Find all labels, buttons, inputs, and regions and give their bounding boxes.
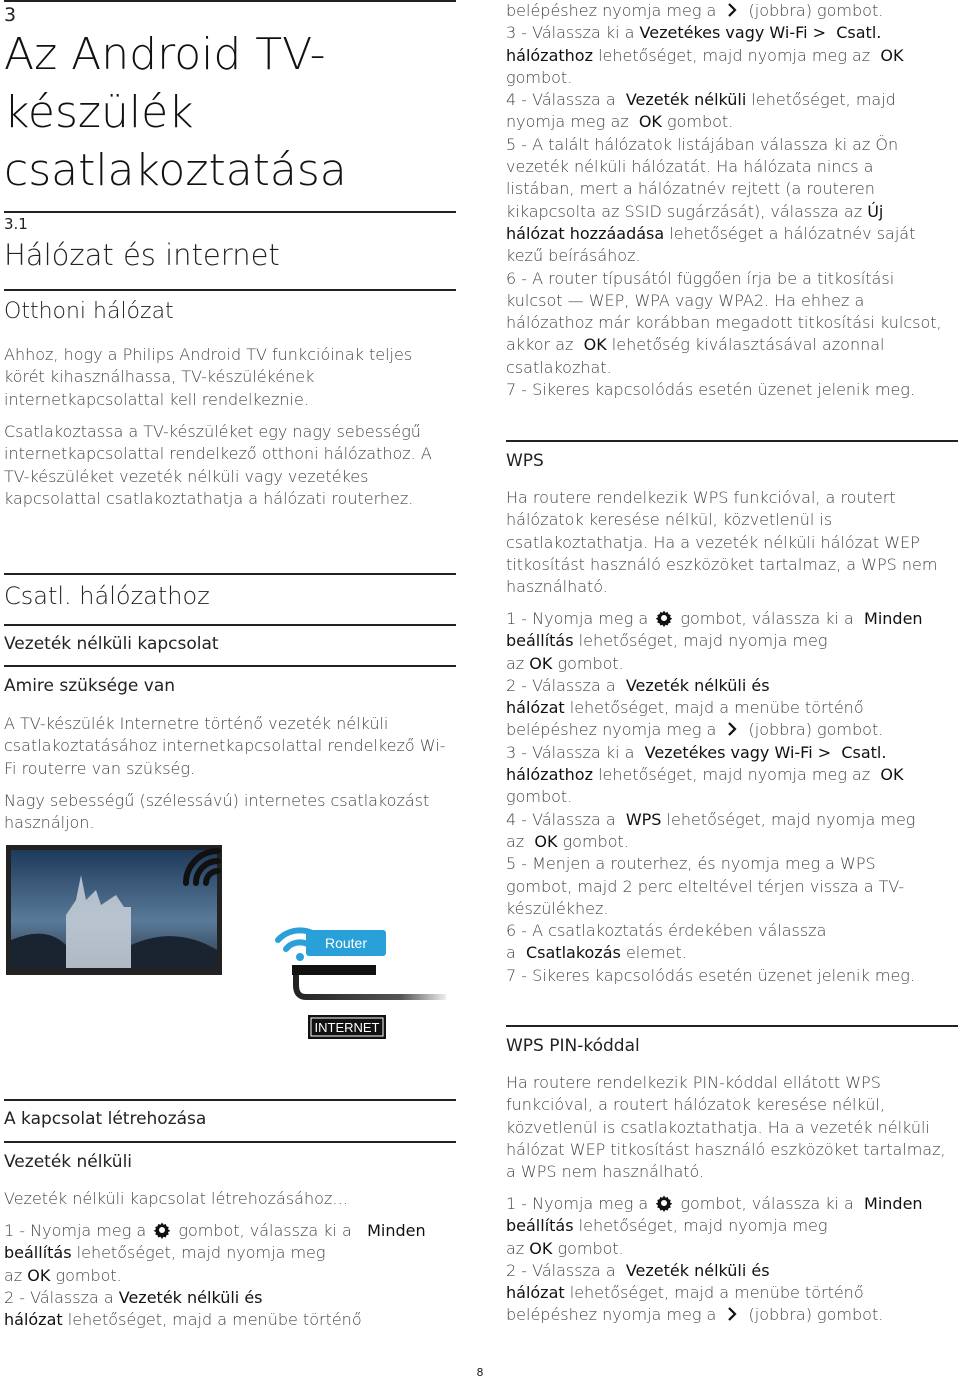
- step-text: a: [506, 943, 516, 963]
- step-text: az: [506, 831, 525, 851]
- paragraph: A TV-készülék Internetre történő vezeték nélküli csatlakoztatásához internetkapcsolattal rendelkező Wi-Fi routerre van szükség.: [4, 714, 446, 778]
- home-network-heading: Otthoni hálózat: [4, 299, 174, 324]
- gear-icon: [153, 1221, 171, 1239]
- step-text: 7 - Sikeres kapcsolódás esetén üzenet jelenik meg.: [506, 380, 915, 400]
- step-text: gombot, válassza ki a: [680, 609, 854, 628]
- menu-term: Vezetékes vagy Wi-Fi >: [644, 742, 832, 762]
- menu-term: hálózat hozzáadása: [506, 223, 665, 243]
- divider: [4, 211, 456, 213]
- chevron-right-icon: [723, 1, 741, 19]
- menu-term: Minden: [367, 1221, 426, 1240]
- step-text: csatlakozhat.: [506, 357, 612, 377]
- section-number: 3.1: [4, 215, 28, 233]
- step-text: az: [4, 1265, 23, 1285]
- step-text: lehetőséget, majd a menübe történő: [569, 698, 864, 718]
- menu-term: WPS: [625, 809, 662, 829]
- step-text: kulcsot — WEP, WPA vagy WPA2. Ha ehhez a: [506, 290, 865, 310]
- steps-list: [4, 1220, 456, 1331]
- menu-term: Csatl.: [836, 23, 882, 43]
- router-label: Router: [324, 935, 368, 951]
- step-text: lehetőséget, majd nyomja meg: [666, 809, 916, 829]
- ok-term: OK: [529, 1238, 553, 1258]
- step-text: 5 - A talált hálózatok listájában válassza ki az Ön: [506, 134, 899, 154]
- menu-term: Vezetékes vagy Wi-Fi >: [639, 23, 827, 43]
- step-text: 1 - Nyomja meg a: [506, 609, 649, 628]
- continued-steps: [506, 0, 958, 401]
- step-text: (jobbra) gombot.: [748, 1305, 884, 1325]
- pin-steps: [506, 1193, 958, 1327]
- section-title: Hálózat és internet: [4, 238, 280, 272]
- menu-term: Csatl.: [841, 742, 887, 762]
- chapter-title-line: készülék: [4, 87, 194, 138]
- page-number: 8: [476, 1366, 484, 1379]
- divider: [506, 1025, 958, 1027]
- chapter-title-line: csatlakoztatása: [4, 145, 347, 196]
- menu-term: hálózathoz: [506, 45, 593, 65]
- step-text: 5 - Menjen a routerhez, és nyomja meg a WPS: [506, 854, 876, 874]
- divider: [4, 624, 456, 626]
- step-text: listában, mert a hálózatnév rejtett (a routeren: [506, 179, 875, 199]
- step-text: az: [506, 653, 525, 673]
- step-text: hálózathoz már korábban megadott titkosítási kulcsot,: [506, 313, 942, 333]
- menu-term: hálózat: [506, 698, 565, 718]
- chapter-number: 3: [4, 4, 17, 26]
- step-text: belépéshez nyomja meg a: [506, 1, 717, 20]
- menu-term: Minden: [864, 1194, 923, 1213]
- step-text: vezeték nélküli hálózatát. Ha hálózata nincs a: [506, 157, 874, 177]
- step-text: lehetőséget, majd a menübe történő: [67, 1310, 362, 1330]
- menu-term: beállítás: [506, 631, 574, 651]
- step-text: 1 - Nyomja meg a: [506, 1194, 649, 1213]
- paragraph: Ahhoz, hogy a Philips Android TV funkcióinak teljes körét kihasználhassa, TV-készülékének internetkapcsolattal kell rendelkeznie.: [4, 345, 413, 409]
- step-text: lehetőséget, majd nyomja meg az: [598, 45, 871, 65]
- step-text: az: [506, 1238, 525, 1258]
- step-text: 4 - Válassza a: [506, 809, 616, 829]
- step-text: gombot, válassza ki a: [178, 1221, 352, 1240]
- step-text: 3 - Válassza ki a: [506, 742, 635, 762]
- paragraph: Csatlakoztassa a TV-készüléket egy nagy sebességű internetkapcsolattal rendelkező otthoni hálózathoz. A TV-készüléket vezeték nélküli vagy vezetékes kapcsolattal csatlakoztathatja a hálózati routerhez.: [4, 422, 432, 508]
- connect-heading: Csatl. hálózathoz: [4, 582, 210, 610]
- divider: [4, 1099, 456, 1101]
- step-text: gombot.: [506, 67, 573, 87]
- wps-heading: WPS: [506, 451, 544, 471]
- step-text: (jobbra) gombot.: [748, 720, 884, 740]
- wireless-sub-heading: Vezeték nélküli: [4, 1152, 133, 1172]
- step-text: gombot, majd 2 perc elteltével térjen vissza a TV-: [506, 876, 905, 896]
- step-text: 2 - Válassza a: [4, 1287, 114, 1307]
- step-text: 1 - Nyomja meg a: [4, 1221, 147, 1240]
- make-connection-heading: A kapcsolat létrehozása: [4, 1109, 207, 1129]
- step-text: (jobbra) gombot.: [748, 1, 884, 20]
- menu-term: Vezeték nélküli: [625, 90, 747, 110]
- divider: [506, 440, 958, 442]
- step-text: elemet.: [625, 943, 687, 963]
- step-text: lehetőséget a hálózatnév saját: [669, 223, 916, 243]
- step-text: 6 - A csatlakoztatás érdekében válassza: [506, 921, 827, 941]
- gear-icon: [655, 609, 673, 627]
- step-text: lehetőséget, majd nyomja meg az: [598, 765, 871, 785]
- ok-term: OK: [638, 112, 662, 132]
- paragraph: Ha routere rendelkezik PIN-kóddal ellátott WPS funkcióval, a routert hálózatok keresése nélkül, közvetlenül is csatlakoztathatja. Ha a vezeték nélküli hálózat WEP titkosítást használó eszközöket tartalmaz, a WPS nem használható.: [506, 1073, 946, 1182]
- menu-term: Minden: [864, 609, 923, 628]
- chapter-title: [4, 26, 456, 200]
- step-text: 7 - Sikeres kapcsolódás esetén üzenet jelenik meg.: [506, 965, 915, 985]
- menu-term: Vezeték nélküli és: [625, 1260, 770, 1280]
- step-text: kezű beírásához.: [506, 246, 641, 266]
- step-text: gombot.: [667, 112, 734, 132]
- wps-steps: [506, 608, 958, 987]
- menu-term: hálózat: [4, 1310, 63, 1330]
- ok-term: OK: [529, 653, 553, 673]
- divider: [4, 665, 456, 667]
- internet-label: INTERNET: [314, 1020, 380, 1035]
- router-body: [292, 965, 376, 975]
- chapter-title-line: Az Android TV-: [4, 29, 326, 80]
- ok-term: OK: [880, 45, 904, 65]
- menu-term: Új: [867, 201, 884, 221]
- step-text: gombot.: [557, 653, 624, 673]
- step-text: 2 - Válassza a: [506, 1260, 616, 1280]
- paragraph: Ha routere rendelkezik WPS funkcióval, a routert hálózatok keresése nélkül, közvetlenül is csatlakoztathatja. Ha a vezeték nélküli hálózat WEP titkosítást használó eszközöket tartalmaz, a WPS nem használható.: [506, 488, 938, 597]
- menu-term: beállítás: [4, 1243, 72, 1263]
- step-text: lehetőséget, majd nyomja meg: [578, 1216, 828, 1236]
- chevron-right-icon: [723, 720, 741, 738]
- step-text: nyomja meg az: [506, 112, 629, 132]
- step-text: lehetőséget, majd nyomja meg: [76, 1243, 326, 1263]
- divider: [4, 1141, 456, 1143]
- menu-term: Vezeték nélküli és: [625, 675, 770, 695]
- step-text: lehetőséget, majd: [751, 90, 896, 110]
- divider: [4, 289, 456, 291]
- needs-heading: Amire szüksége van: [4, 676, 176, 696]
- menu-term: Csatlakozás: [525, 943, 621, 963]
- paragraph: Nagy sebességű (szélessávú) internetes csatlakozást használjon.: [4, 791, 430, 833]
- ok-term: OK: [583, 335, 607, 355]
- step-text: gombot.: [55, 1265, 122, 1285]
- step-text: gombot.: [506, 787, 573, 807]
- step-text: kikapcsolta az SSID sugárzását), válassza az: [506, 201, 863, 221]
- step-text: lehetőség kiválasztásával azonnal: [611, 335, 885, 355]
- ok-term: OK: [880, 765, 904, 785]
- chevron-right-icon: [723, 1305, 741, 1323]
- menu-term: hálózathoz: [506, 765, 593, 785]
- step-text: gombot, válassza ki a: [680, 1194, 854, 1213]
- menu-term: hálózat: [506, 1283, 565, 1303]
- ok-term: OK: [534, 831, 558, 851]
- step-text: lehetőséget, majd nyomja meg: [578, 631, 828, 651]
- wps-pin-heading: WPS PIN-kóddal: [506, 1036, 640, 1056]
- divider: [4, 0, 456, 2]
- ok-term: OK: [27, 1265, 51, 1285]
- intro-text: Vezeték nélküli kapcsolat létrehozásához…: [4, 1189, 349, 1208]
- gear-icon: [655, 1194, 673, 1212]
- tv-router-illustration: [6, 845, 446, 1045]
- step-text: akkor az: [506, 335, 574, 355]
- step-text: 3 - Válassza ki a: [506, 23, 635, 43]
- step-text: belépéshez nyomja meg a: [506, 1305, 717, 1325]
- step-text: készülékhez.: [506, 898, 609, 918]
- wireless-heading: Vezeték nélküli kapcsolat: [4, 634, 219, 654]
- step-text: gombot.: [557, 1238, 624, 1258]
- divider: [4, 573, 456, 575]
- step-text: gombot.: [562, 831, 629, 851]
- menu-term: Vezeték nélküli és: [118, 1287, 263, 1307]
- cable: [296, 975, 446, 997]
- step-text: 2 - Válassza a: [506, 675, 616, 695]
- step-text: 4 - Válassza a: [506, 90, 616, 110]
- step-text: lehetőséget, majd a menübe történő: [569, 1283, 864, 1303]
- menu-term: beállítás: [506, 1216, 574, 1236]
- step-text: 6 - A router típusától függően írja be a titkosítási: [506, 268, 895, 288]
- step-text: belépéshez nyomja meg a: [506, 720, 717, 740]
